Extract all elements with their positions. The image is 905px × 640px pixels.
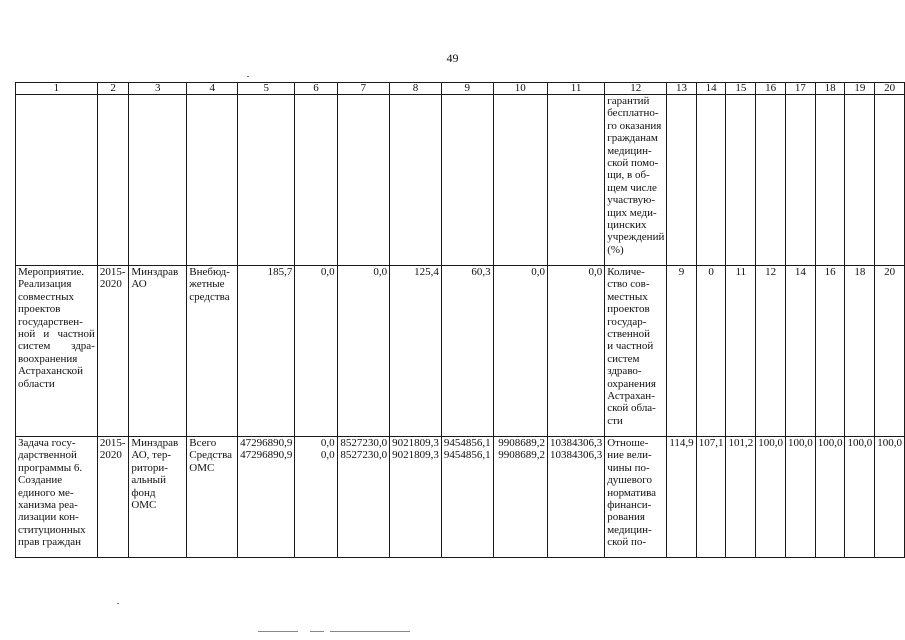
col-header: 16 — [756, 83, 786, 95]
target-value-cell: 16 — [815, 266, 845, 437]
target-value-cell: 100,0 — [785, 437, 815, 558]
scan-line-artifact — [258, 631, 298, 632]
target-value-cell: 18 — [845, 266, 875, 437]
indicator-cell: гарантий бесплатно- го оказания гражданам медицин- ской помо- щи, в об- щем числе участвую- щих меди- цинских учреждений (%) — [605, 95, 667, 266]
amount-cell: 60,3 — [441, 266, 493, 437]
scan-line-artifact — [330, 631, 410, 632]
funding-source-cell: Всего Средства ОМС — [187, 437, 238, 558]
col-header: 7 — [337, 83, 389, 95]
col-header: 4 — [187, 83, 238, 95]
amount-total-cell: 47296890,9 47296890,9 — [238, 437, 295, 558]
col-header: 2 — [97, 83, 128, 95]
target-value-cell: 100,0 — [875, 437, 905, 558]
target-value-cell: 20 — [875, 266, 905, 437]
amount-cell: 9454856,1 9454856,1 — [441, 437, 493, 558]
target-value-cell: 14 — [785, 266, 815, 437]
col-header: 5 — [238, 83, 295, 95]
period-cell: 2015- 2020 — [97, 437, 128, 558]
table-row — [16, 95, 905, 266]
table-row — [16, 266, 905, 437]
col-header: 14 — [696, 83, 726, 95]
amount-cell: 10384306,3 10384306,3 — [547, 437, 604, 558]
funding-source-cell: Внебюд- жетные средства — [187, 266, 238, 437]
amount-cell: 0,0 — [547, 266, 604, 437]
executor-cell: Минздрав АО, тер- ритори- альный фонд ОМС — [129, 437, 187, 558]
scan-line-artifact — [310, 631, 324, 632]
target-value-cell: 107,1 — [696, 437, 726, 558]
col-header: 11 — [547, 83, 604, 95]
amount-cell: 125,4 — [390, 266, 442, 437]
task-name-cell: Задача госу- дарственной программы 6. Создание единого ме- ханизма реа- лизации кон- ституционных прав граждан — [16, 437, 98, 558]
col-header: 17 — [785, 83, 815, 95]
target-value-cell: 9 — [667, 266, 696, 437]
col-header: 8 — [390, 83, 442, 95]
col-header: 20 — [875, 83, 905, 95]
indicator-cell: Количе- ство сов- местных проектов государ- ственной и частной систем здраво- охранения Астрахан- ской обла- сти — [605, 266, 667, 437]
table-row — [16, 437, 905, 558]
program-table — [15, 82, 905, 558]
executor-cell: Минздрав АО — [129, 266, 187, 437]
col-header: 10 — [493, 83, 547, 95]
period-cell: 2015- 2020 — [97, 266, 128, 437]
amount-cell: 9021809,3 9021809,3 — [390, 437, 442, 558]
col-header: 3 — [129, 83, 187, 95]
col-header: 6 — [295, 83, 337, 95]
page-number: 49 — [446, 51, 459, 65]
scan-speck — [117, 603, 119, 604]
amount-cell: 9908689,2 9908689,2 — [493, 437, 547, 558]
amount-cell: 0,0 — [337, 266, 389, 437]
column-numbers-row — [16, 83, 905, 95]
col-header: 9 — [441, 83, 493, 95]
amount-cell: 0,0 — [493, 266, 547, 437]
target-value-cell: 100,0 — [815, 437, 845, 558]
target-value-cell: 100,0 — [845, 437, 875, 558]
col-header: 19 — [845, 83, 875, 95]
amount-cell: 0,0 0,0 — [295, 437, 337, 558]
target-value-cell: 11 — [726, 266, 756, 437]
amount-total-cell: 185,7 — [238, 266, 295, 437]
col-header: 1 — [16, 83, 98, 95]
target-value-cell: 0 — [696, 266, 726, 437]
target-value-cell: 101,2 — [726, 437, 756, 558]
event-name-cell: Мероприятие. Реализация совместных проектов государствен-ной и частной систем здра-воохранения Астраханской области — [16, 266, 98, 437]
target-value-cell: 100,0 — [756, 437, 786, 558]
col-header: 12 — [605, 83, 667, 95]
col-header: 18 — [815, 83, 845, 95]
col-header: 13 — [667, 83, 696, 95]
amount-cell: 8527230,0 8527230,0 — [337, 437, 389, 558]
col-header: 15 — [726, 83, 756, 95]
scan-speck — [247, 76, 249, 77]
target-value-cell: 114,9 — [667, 437, 696, 558]
target-value-cell: 12 — [756, 266, 786, 437]
indicator-cell: Отноше- ние вели- чины по- душевого норматива финанси- рования медицин- ской по- — [605, 437, 667, 558]
amount-cell: 0,0 — [295, 266, 337, 437]
